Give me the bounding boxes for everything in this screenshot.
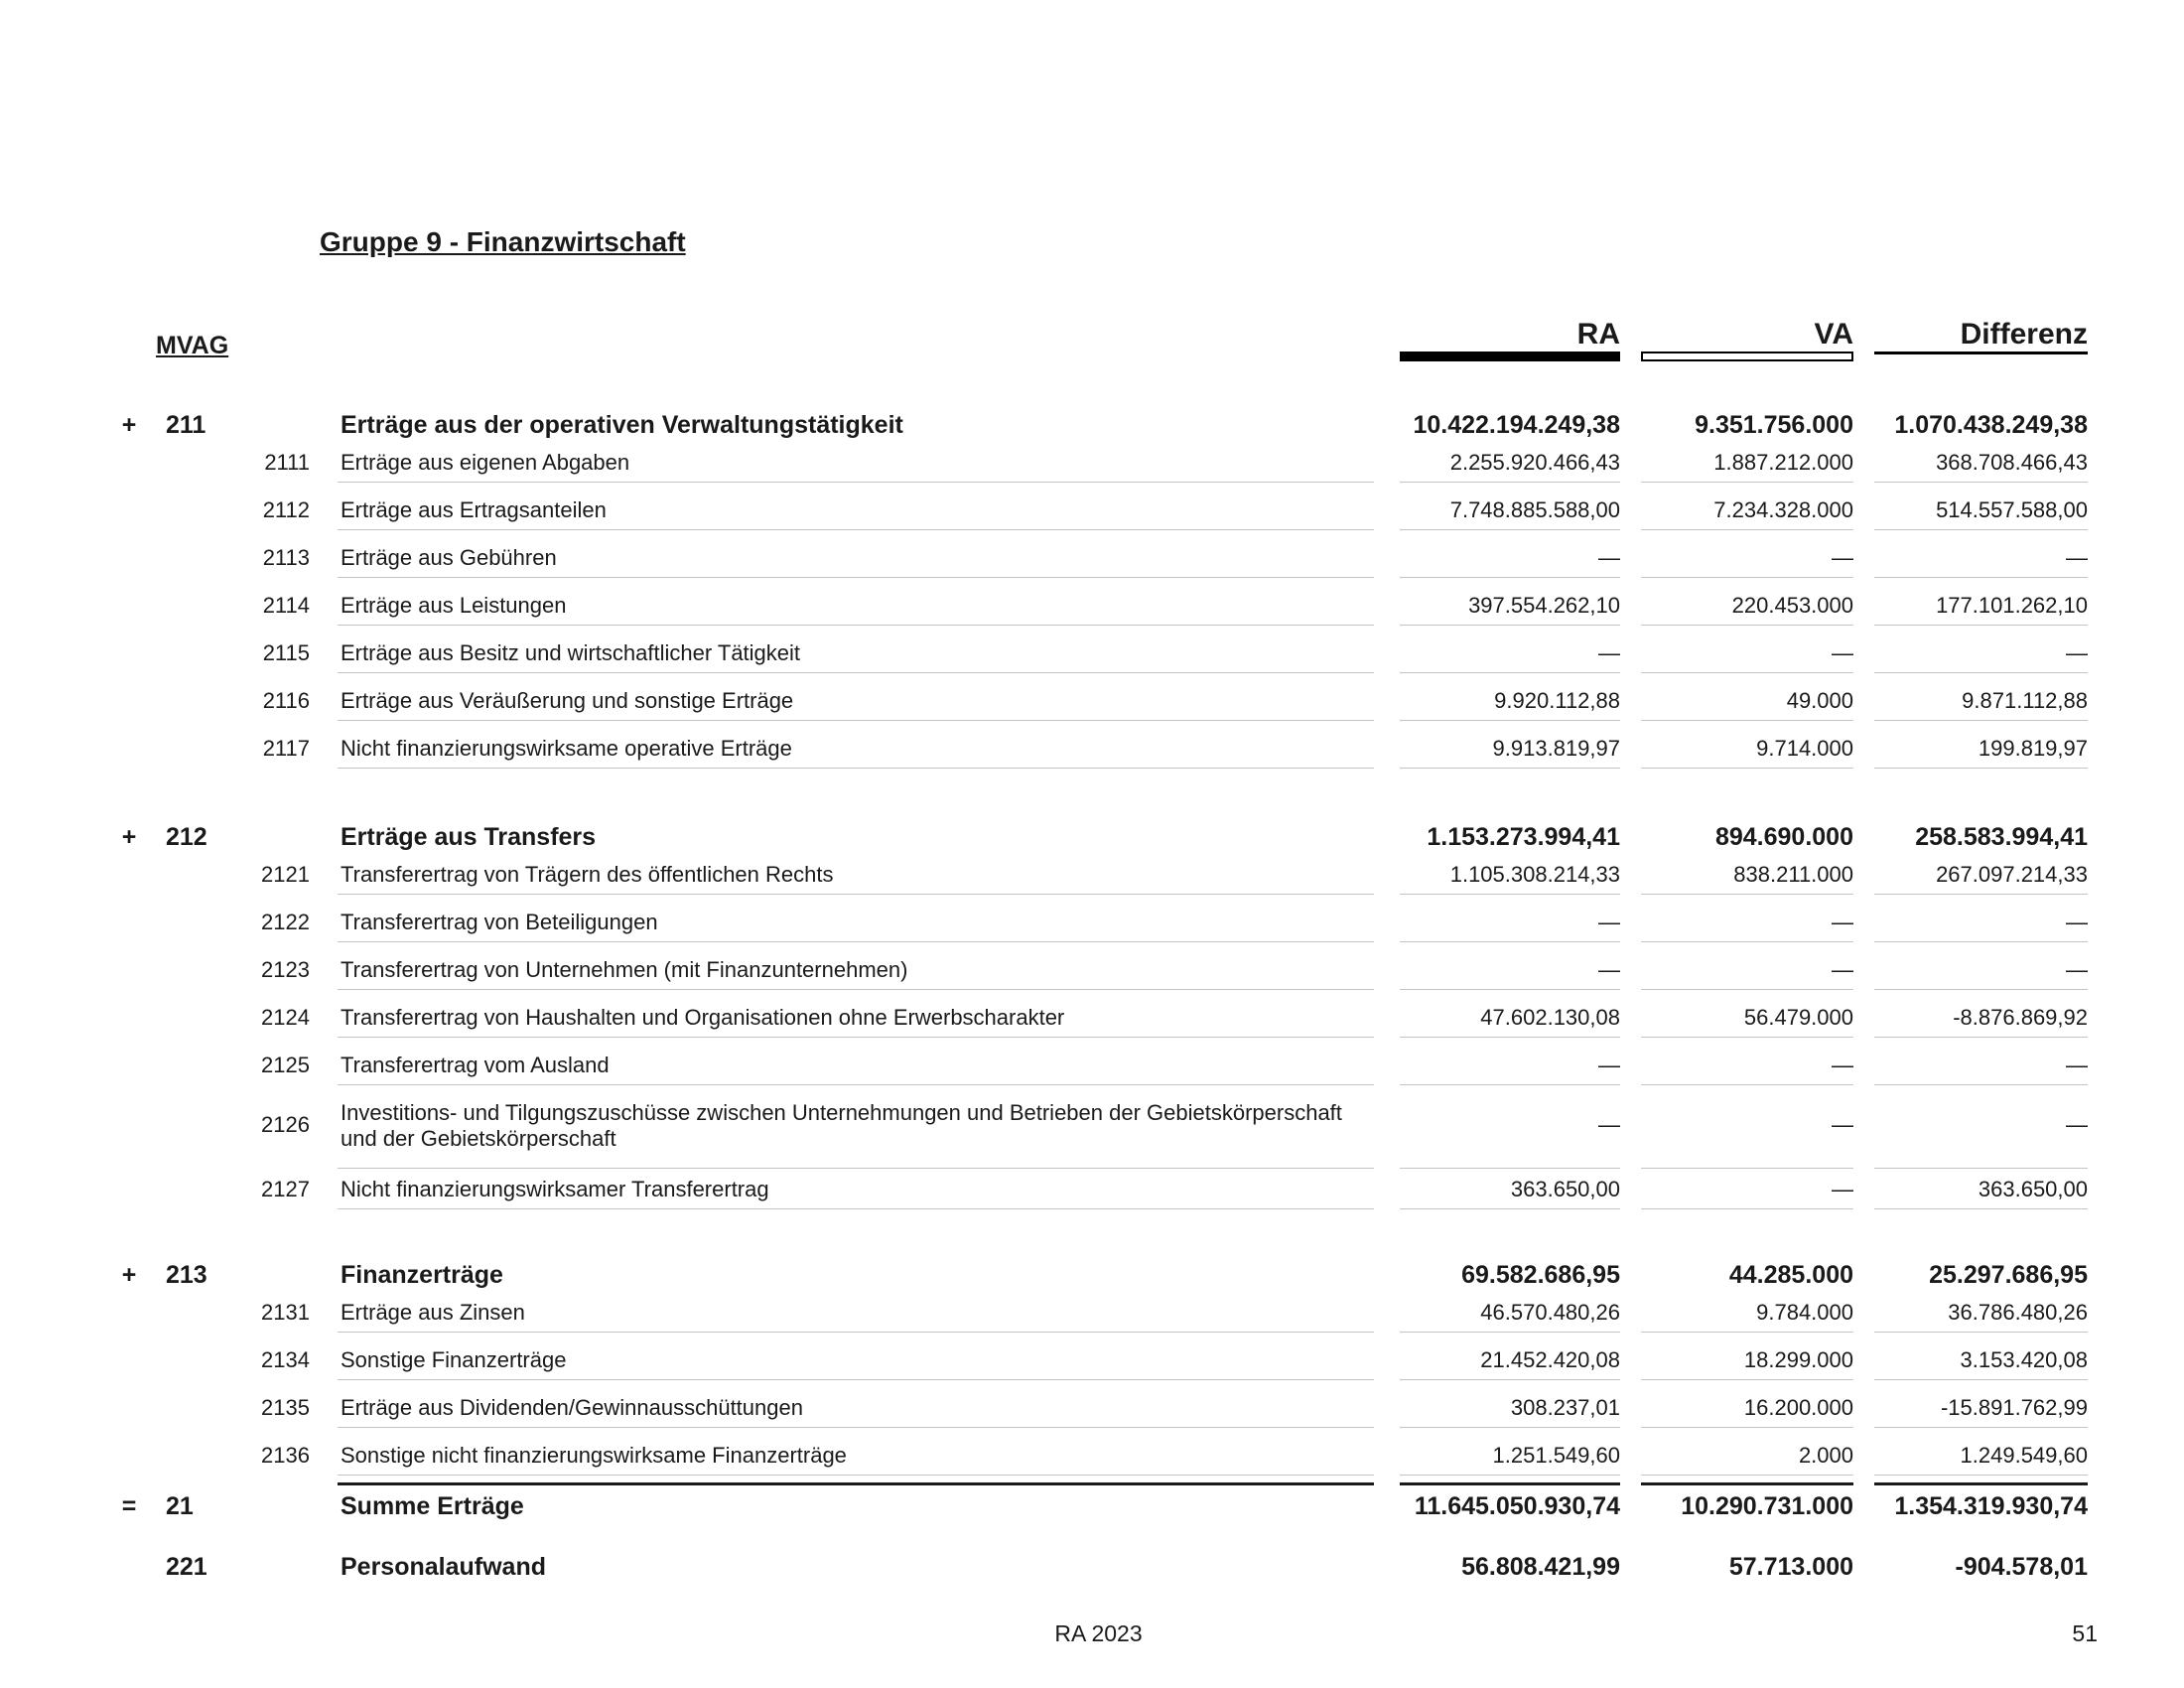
account-code: 2111 (264, 450, 310, 475)
value-ra: — (1598, 545, 1620, 570)
row-divider (338, 941, 1374, 942)
row-divider (1400, 720, 1620, 721)
mvag-code: 211 (166, 411, 206, 439)
row-label: Finanzerträge (341, 1261, 503, 1289)
value-va: 9.784.000 (1756, 1300, 1853, 1325)
row-label: Erträge aus eigenen Abgaben (341, 450, 630, 475)
row-divider (338, 1168, 1374, 1169)
row-label: Nicht finanzierungswirksamer Transferertrag (341, 1177, 769, 1201)
value-va: 9.714.000 (1756, 736, 1853, 761)
value-va: 220.453.000 (1731, 593, 1853, 618)
column-header-differenz: Differenz (1960, 318, 2088, 351)
row-label: Sonstige Finanzerträge (341, 1347, 567, 1372)
value-va: 44.285.000 (1728, 1261, 1853, 1289)
page-title: Gruppe 9 - Finanzwirtschaft (320, 226, 686, 257)
row-divider (1874, 1208, 2088, 1209)
row-label: Erträge aus Besitz und wirtschaftlicher Tätigkeit (341, 640, 801, 665)
row-divider (1641, 1379, 1853, 1380)
value-diff: 177.101.262,10 (1936, 593, 2088, 618)
value-ra: 9.920.112,88 (1494, 688, 1620, 713)
row-divider (1874, 1379, 2088, 1380)
account-code: 2121 (261, 862, 310, 887)
value-ra: — (1598, 957, 1620, 982)
row-divider (1641, 1208, 1853, 1209)
row-divider (1400, 1084, 1620, 1085)
mvag-heading: MVAG (156, 332, 229, 359)
page-number: 51 (2072, 1620, 2098, 1646)
row-divider (1400, 625, 1620, 626)
row-divider (1641, 989, 1853, 990)
value-diff: 1.070.438.249,38 (1894, 411, 2088, 439)
value-diff: 363.650,00 (1978, 1177, 2088, 1201)
row-divider (1641, 529, 1853, 530)
account-code: 2114 (262, 593, 310, 618)
value-diff: — (2066, 640, 2088, 665)
row-divider (338, 529, 1374, 530)
value-va: 18.299.000 (1743, 1347, 1853, 1372)
account-code: 2135 (261, 1395, 310, 1420)
differenz-column-bar (1874, 352, 2088, 354)
value-va: 49.000 (1786, 688, 1853, 713)
value-ra: 1.105.308.214,33 (1449, 862, 1620, 887)
row-divider (1400, 529, 1620, 530)
row-divider (338, 1084, 1374, 1085)
row-divider (338, 625, 1374, 626)
row-divider (1400, 1168, 1620, 1169)
row-divider (1400, 941, 1620, 942)
value-va: 16.200.000 (1743, 1395, 1853, 1420)
row-label: Transferertrag von Trägern des öffentlichen Rechts (341, 862, 834, 887)
column-header-va: VA (1814, 318, 1853, 351)
row-divider (1641, 672, 1853, 673)
value-diff: — (2066, 957, 2088, 982)
account-code: 2136 (261, 1443, 310, 1468)
row-divider (1874, 1475, 2088, 1476)
value-va: — (1832, 910, 1853, 934)
row-divider (338, 1379, 1374, 1380)
row-divider (1874, 672, 2088, 673)
account-code: 2127 (261, 1177, 310, 1201)
row-divider (1874, 1332, 2088, 1333)
row-divider (1400, 768, 1620, 769)
value-ra: 69.582.686,95 (1461, 1261, 1620, 1289)
value-ra: 1.153.273.994,41 (1427, 823, 1620, 851)
value-diff: 368.708.466,43 (1936, 450, 2088, 475)
account-code: 2134 (261, 1347, 310, 1372)
account-code: 2125 (261, 1053, 310, 1077)
row-sign: + (121, 823, 137, 851)
value-va: — (1832, 957, 1853, 982)
row-label: Transferertrag von Unternehmen (mit Finanzunternehmen) (341, 957, 908, 982)
row-label: Transferertrag von Haushalten und Organisationen ohne Erwerbscharakter (341, 1005, 1065, 1030)
row-label-continued: und der Gebietskörperschaft (341, 1126, 616, 1151)
value-ra: 397.554.262,10 (1468, 593, 1620, 618)
row-divider (1400, 1379, 1620, 1380)
row-divider (1400, 1037, 1620, 1038)
value-va: — (1832, 640, 1853, 665)
row-label: Erträge aus der operativen Verwaltungstätigkeit (341, 411, 903, 439)
row-divider (1874, 529, 2088, 530)
value-ra: 7.748.885.588,00 (1449, 497, 1620, 522)
row-label: Erträge aus Dividenden/Gewinnausschüttungen (341, 1395, 803, 1420)
value-diff: — (2066, 910, 2088, 934)
row-divider (1400, 1482, 1620, 1485)
row-divider (1400, 1332, 1620, 1333)
row-divider (1641, 894, 1853, 895)
value-diff: -15.891.762,99 (1940, 1395, 2088, 1420)
row-label: Personalaufwand (341, 1553, 546, 1581)
account-code: 2113 (262, 545, 310, 570)
row-label: Erträge aus Leistungen (341, 593, 567, 618)
account-code: 2131 (261, 1300, 310, 1325)
account-code: 2112 (262, 497, 310, 522)
row-divider (1400, 577, 1620, 578)
ra-column-bar (1400, 352, 1620, 361)
value-diff: — (2066, 1112, 2088, 1137)
value-va: — (1832, 545, 1853, 570)
value-va: — (1832, 1053, 1853, 1077)
row-label: Erträge aus Gebühren (341, 545, 557, 570)
value-diff: 36.786.480,26 (1948, 1300, 2088, 1325)
value-va: 2.000 (1798, 1443, 1853, 1468)
account-code: 2126 (261, 1112, 310, 1137)
row-divider (1641, 1332, 1853, 1333)
value-va: 57.713.000 (1728, 1553, 1853, 1581)
row-divider (1874, 768, 2088, 769)
account-code: 2124 (261, 1005, 310, 1030)
row-label: Erträge aus Veräußerung und sonstige Erträge (341, 688, 794, 713)
value-va: 894.690.000 (1714, 823, 1853, 851)
row-label: Erträge aus Ertragsanteilen (341, 497, 607, 522)
row-label: Erträge aus Transfers (341, 823, 597, 851)
row-divider (338, 894, 1374, 895)
value-ra: 1.251.549,60 (1492, 1443, 1620, 1468)
row-divider (1874, 1168, 2088, 1169)
row-label: Summe Erträge (341, 1492, 524, 1520)
row-divider (1641, 1084, 1853, 1085)
value-ra: 9.913.819,97 (1492, 736, 1620, 761)
row-divider (1874, 989, 2088, 990)
row-divider (1641, 1475, 1853, 1476)
row-label: Transferertrag vom Ausland (341, 1053, 610, 1077)
value-ra: 46.570.480,26 (1480, 1300, 1620, 1325)
row-divider (338, 672, 1374, 673)
row-divider (1400, 894, 1620, 895)
account-code: 2117 (262, 736, 310, 761)
row-divider (1874, 625, 2088, 626)
row-sign: + (121, 1261, 137, 1289)
row-divider (338, 1427, 1374, 1428)
row-label: Investitions- und Tilgungszuschüsse zwischen Unternehmungen und Betrieben der Gebietskörperschaft (341, 1100, 1342, 1125)
value-va: 838.211.000 (1733, 862, 1853, 887)
row-divider (1874, 1037, 2088, 1038)
row-divider (338, 720, 1374, 721)
row-divider (1400, 672, 1620, 673)
row-divider (1641, 1427, 1853, 1428)
value-diff: -904.578,01 (1955, 1553, 2088, 1581)
account-code: 2122 (261, 910, 310, 934)
value-ra: 11.645.050.930,74 (1414, 1492, 1620, 1520)
value-diff: — (2066, 1053, 2088, 1077)
value-diff: 199.819,97 (1978, 736, 2088, 761)
row-label: Erträge aus Zinsen (341, 1300, 525, 1325)
value-ra: 308.237,01 (1510, 1395, 1620, 1420)
row-label: Sonstige nicht finanzierungswirksame Finanzerträge (341, 1443, 847, 1468)
value-diff: 258.583.994,41 (1915, 823, 2088, 851)
value-diff: 1.354.319.930,74 (1894, 1492, 2088, 1520)
row-divider (1874, 1084, 2088, 1085)
value-va: 10.290.731.000 (1681, 1492, 1853, 1520)
value-diff: 1.249.549,60 (1960, 1443, 2088, 1468)
row-divider (1874, 941, 2088, 942)
column-header-ra: RA (1576, 318, 1620, 351)
value-ra: 56.808.421,99 (1461, 1553, 1620, 1581)
footer-report-year: RA 2023 (1054, 1620, 1143, 1646)
value-ra: 21.452.420,08 (1480, 1347, 1620, 1372)
row-divider (1400, 1427, 1620, 1428)
value-va: — (1832, 1177, 1853, 1201)
row-divider (1641, 1482, 1853, 1485)
row-divider (1874, 482, 2088, 483)
value-diff: 267.097.214,33 (1936, 862, 2088, 887)
row-divider (1874, 1427, 2088, 1428)
row-divider (338, 482, 1374, 483)
row-divider (1641, 482, 1853, 483)
value-ra: — (1598, 910, 1620, 934)
row-divider (1641, 577, 1853, 578)
mvag-code: 21 (166, 1492, 194, 1520)
value-diff: 514.557.588,00 (1936, 497, 2088, 522)
value-diff: -8.876.869,92 (1953, 1005, 2088, 1030)
row-divider (338, 1475, 1374, 1476)
value-va: 7.234.328.000 (1713, 497, 1853, 522)
row-divider (338, 1332, 1374, 1333)
row-divider (1641, 1037, 1853, 1038)
row-divider (1874, 720, 2088, 721)
row-divider (338, 1208, 1374, 1209)
row-divider (338, 768, 1374, 769)
value-va: 1.887.212.000 (1713, 450, 1853, 475)
row-divider (1874, 577, 2088, 578)
va-column-bar (1641, 352, 1853, 361)
row-divider (1400, 482, 1620, 483)
mvag-code: 213 (166, 1261, 207, 1289)
value-ra: — (1598, 1112, 1620, 1137)
row-divider (1400, 1208, 1620, 1209)
value-va: 9.351.756.000 (1695, 411, 1853, 439)
value-va: 56.479.000 (1743, 1005, 1853, 1030)
row-label: Nicht finanzierungswirksame operative Erträge (341, 736, 792, 761)
value-ra: 363.650,00 (1510, 1177, 1620, 1201)
value-ra: — (1598, 1053, 1620, 1077)
value-ra: 47.602.130,08 (1480, 1005, 1620, 1030)
value-va: — (1832, 1112, 1853, 1137)
row-divider (1641, 625, 1853, 626)
value-diff: 25.297.686,95 (1929, 1261, 2088, 1289)
row-divider (1641, 941, 1853, 942)
value-ra: 10.422.194.249,38 (1413, 411, 1620, 439)
row-sign: + (121, 411, 137, 439)
value-ra: 2.255.920.466,43 (1449, 450, 1620, 475)
value-diff: 3.153.420,08 (1960, 1347, 2088, 1372)
row-label: Transferertrag von Beteiligungen (341, 910, 658, 934)
row-divider (338, 989, 1374, 990)
row-sign: = (121, 1492, 137, 1520)
row-divider (1400, 1475, 1620, 1476)
row-divider (338, 1482, 1374, 1485)
value-diff: 9.871.112,88 (1962, 688, 2088, 713)
row-divider (1641, 720, 1853, 721)
row-divider (1874, 1482, 2088, 1485)
account-code: 2116 (262, 688, 310, 713)
account-code: 2115 (262, 640, 310, 665)
row-divider (1400, 989, 1620, 990)
account-code: 2123 (261, 957, 310, 982)
mvag-code: 212 (166, 823, 207, 851)
row-divider (1641, 768, 1853, 769)
row-divider (338, 577, 1374, 578)
row-divider (1874, 894, 2088, 895)
row-divider (338, 1037, 1374, 1038)
mvag-code: 221 (166, 1553, 207, 1581)
value-diff: — (2066, 545, 2088, 570)
value-ra: — (1598, 640, 1620, 665)
row-divider (1641, 1168, 1853, 1169)
